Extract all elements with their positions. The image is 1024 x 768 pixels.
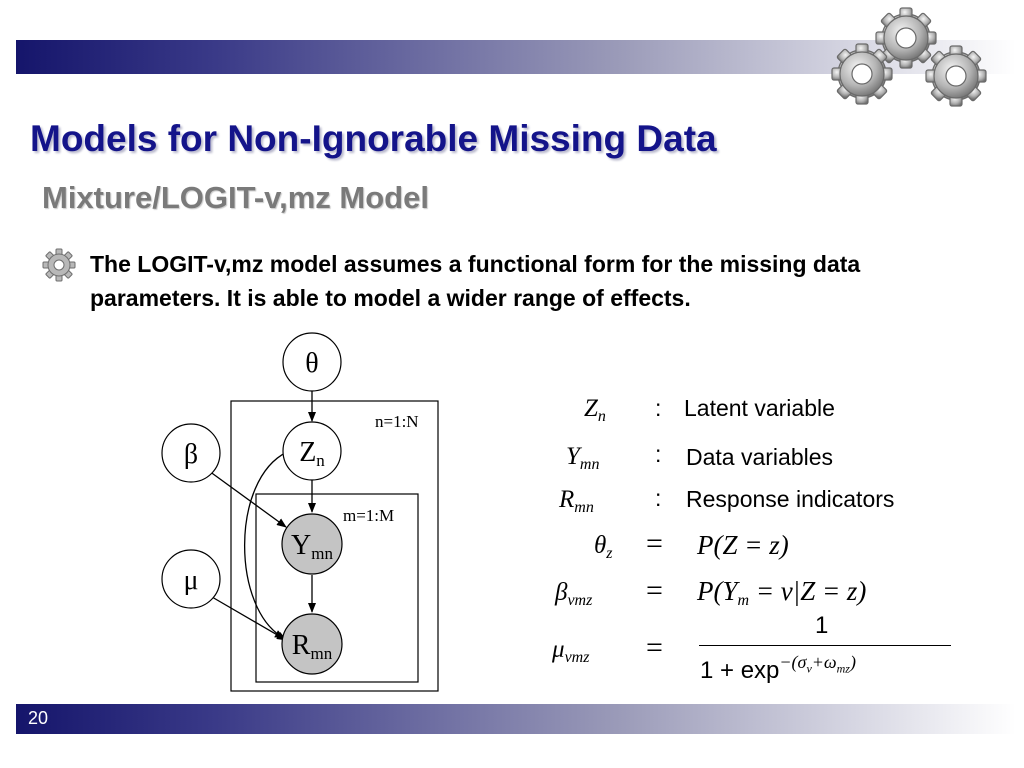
- equation-mu-denominator: $1 + \exp^{-(\sigma_v+\omega_{mz})}$: [700, 652, 856, 684]
- node-y-label: Y: [291, 530, 312, 561]
- node-z-sub: n: [316, 451, 325, 470]
- node-y: [282, 514, 342, 574]
- plate-outer-label: n=1:N: [375, 412, 419, 431]
- legend-symbol-y: $Y_{mn}$: [566, 443, 600, 473]
- node-z-label: Z: [299, 437, 317, 468]
- slide-title: Models for Non-Ignorable Missing Data: [30, 118, 717, 159]
- legend-symbol-r: $R_{mn}$: [559, 486, 594, 516]
- node-mu-label: μ: [183, 565, 199, 596]
- fraction-bar: [699, 645, 951, 646]
- legend-text-y: Data variables: [686, 444, 834, 470]
- equation-beta-rhs: $P(Y_m = v|Z = z)$: [697, 576, 867, 609]
- node-z: [283, 422, 341, 480]
- edge-beta-y: [209, 471, 286, 527]
- legend-symbol-z: $Z_n$: [584, 395, 606, 425]
- equation-equals: =: [646, 527, 663, 560]
- equation-equals: =: [646, 574, 663, 607]
- equation-theta-lhs: $\theta_z$: [594, 532, 613, 562]
- equation-beta-lhs: $\beta_{vmz}$: [555, 579, 593, 609]
- footer-bar: [16, 704, 1016, 734]
- slide-number: 20: [28, 708, 49, 728]
- node-theta-label: θ: [305, 348, 319, 379]
- node-theta: [283, 333, 341, 391]
- slide-subtitle: Mixture/LOGIT-v,mz Model: [42, 180, 429, 215]
- bullet-text: The LOGIT-v,mz model assumes a functional form for the missing data parameters. It is able to model a wider range of effects.: [90, 251, 861, 311]
- node-r-label: R: [291, 630, 311, 661]
- legend-colon: :: [655, 441, 662, 467]
- legend-text-z: Latent variable: [684, 395, 835, 421]
- node-mu: [162, 550, 220, 608]
- equation-mu-numerator: 1: [815, 612, 829, 639]
- plate-inner-label: m=1:M: [343, 506, 395, 525]
- node-beta: [162, 424, 220, 482]
- equation-theta-rhs: P(Z = z): [697, 530, 789, 560]
- node-r-sub: mn: [310, 644, 333, 663]
- edge-mu-r: [212, 597, 286, 640]
- node-y-sub: mn: [311, 544, 333, 563]
- equation-mu-lhs: $\mu_{vmz}$: [552, 636, 590, 666]
- legend-colon: :: [655, 485, 662, 511]
- legend-colon: :: [655, 395, 662, 421]
- edge-z-r: [245, 452, 287, 638]
- node-beta-label: β: [183, 439, 199, 470]
- legend-text-r: Response indicators: [686, 486, 895, 512]
- equation-equals: =: [646, 631, 663, 664]
- node-r: [282, 614, 342, 674]
